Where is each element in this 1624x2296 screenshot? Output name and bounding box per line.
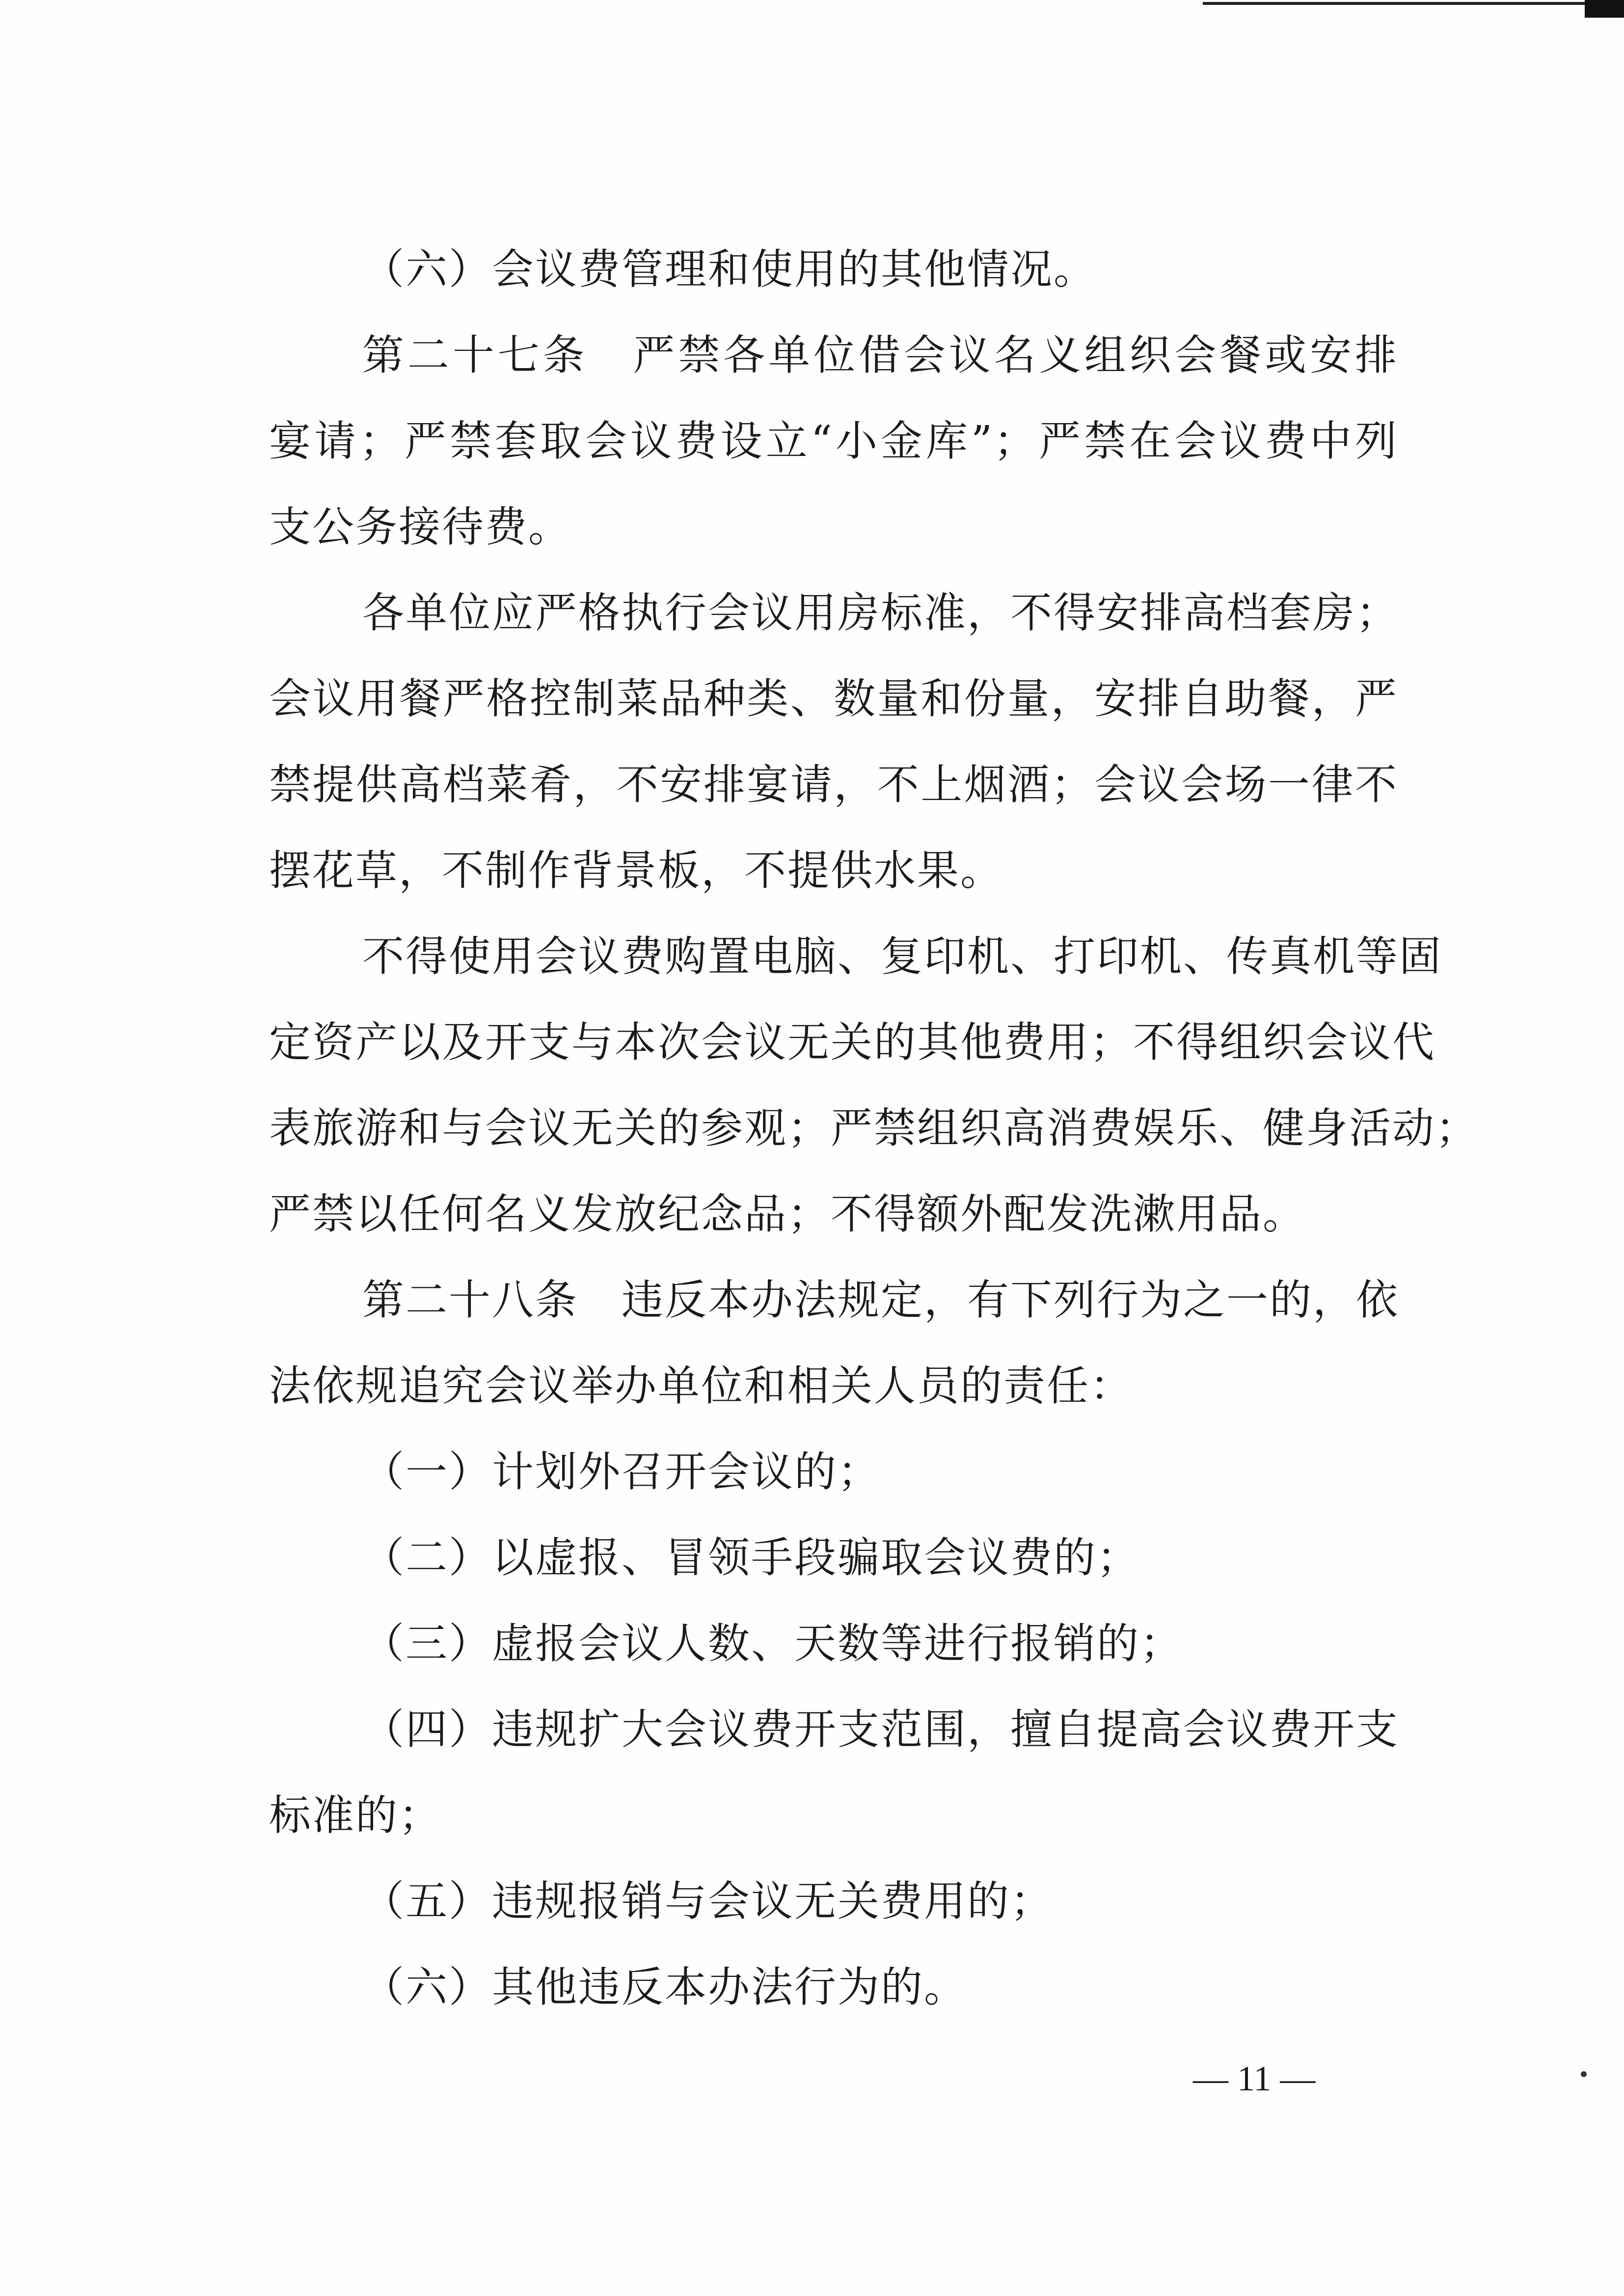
paragraph-line: 禁提供高档菜肴，不安排宴请，不上烟酒；会议会场一律不 — [269, 761, 1398, 809]
article-heading-27: 第二十七条 严禁各单位借会议名义组织会餐或安排 — [362, 331, 1398, 380]
paragraph-line: 支公务接待费。 — [269, 503, 572, 552]
list-item: （四）违规扩大会议费开支范围，擅自提高会议费开支 — [362, 1706, 1400, 1754]
list-item: （二）以虚报、冒领手段骗取会议费的； — [362, 1534, 1140, 1582]
paragraph-line: 严禁以任何名义发放纪念品；不得额外配发洗漱用品。 — [269, 1190, 1306, 1239]
list-item: （一）计划外召开会议的； — [362, 1448, 881, 1496]
list-item: （五）违规报销与会议无关费用的； — [362, 1877, 1054, 1926]
paragraph-line: 不得使用会议费购置电脑、复印机、打印机、传真机等固 — [362, 933, 1443, 981]
scan-edge-mark — [1203, 2, 1624, 5]
list-item: （六）其他违反本办法行为的。 — [362, 1963, 968, 2012]
paragraph-line: 各单位应严格执行会议用房标准，不得安排高档套房； — [362, 589, 1400, 638]
scan-speck — [1581, 2071, 1587, 2077]
paragraph-line: 表旅游和与会议无关的参观；严禁组织高消费娱乐、健身活动； — [269, 1104, 1479, 1153]
paragraph-line: 标准的； — [269, 1791, 442, 1840]
paragraph-line: 定资产以及开支与本次会议无关的其他费用；不得组织会议代 — [269, 1018, 1436, 1067]
paragraph-line: 法依规追究会议举办单位和相关人员的责任： — [269, 1362, 1134, 1411]
paragraph-line: 摆花草，不制作背景板，不提供水果。 — [269, 847, 1004, 895]
article-heading-28: 第二十八条 违反本办法规定，有下列行为之一的，依 — [362, 1276, 1400, 1325]
page-number: — 11 — — [1193, 2059, 1316, 2098]
paragraph-line: （六）会议费管理和使用的其他情况。 — [362, 245, 1097, 294]
paragraph-line: 宴请；严禁套取会议费设立“小金库”；严禁在会议费中列 — [269, 417, 1398, 466]
list-item: （三）虚报会议人数、天数等进行报销的； — [362, 1620, 1184, 1668]
paragraph-line: 会议用餐严格控制菜品种类、数量和份量，安排自助餐，严 — [269, 675, 1398, 723]
scan-corner-mark — [1585, 0, 1624, 18]
